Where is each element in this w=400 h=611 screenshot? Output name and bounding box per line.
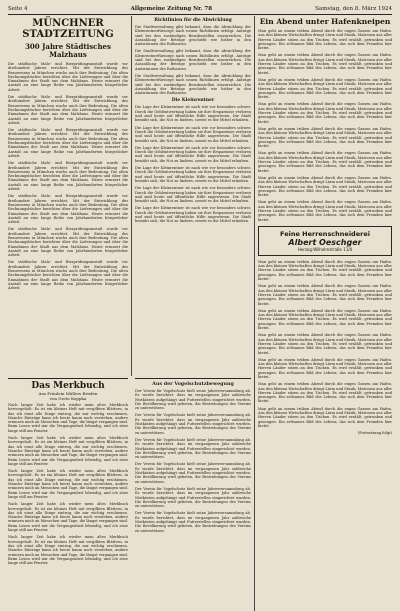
article-4-text-cont-7: Man geht an einem trüben Abend durch die engen Gassen am Hafen. Aus den kleinen Wirtschaften dringt Lärm und Musik, Matrosen aus aller Herren Länder sitzen an den Tischen. Es wird erzählt, getrunken und gesungen. Ein seltsames Bild des Lebens, das sich dem Fremden hier bietet. [258, 200, 392, 222]
article-4-text-cont-12: Man geht an einem trüben Abend durch die engen Gassen am Hafen. Aus den kleinen Wirtschaften dringt Lärm und Musik, Matrosen aus aller Herren Länder sitzen an den Tischen. Es wird erzählt, getrunken und gesungen. Ein seltsames Bild des Lebens, das sich dem Fremden hier bietet. [258, 357, 392, 379]
article-4-text: Man geht an einem trüben Abend durch die engen Gassen am Hafen. Aus den kleinen Wirtschaften dringt Lärm und Musik, Matrosen aus aller Herren Länder sitzen an den Tischen. Es wird erzählt, getrunken und gesungen. Ein seltsames Bild des Lebens, das sich dem Fremden hier bietet. [258, 29, 392, 51]
ad-line-3: Herzog-Wilhelmstraße 11/0 [297, 246, 353, 252]
article-5-text-cont-4: Der Verein für Vogelschutz hielt seine Jahresversammlung ab. Es wurde berichtet, dass im vergangenen Jahr zahlreiche Nistkästen aufgehängt und Futterstellen eingerichtet wurden. Die Bevölkerung wird gebeten, die Bestrebungen des Vereins zu unterstützen. [135, 486, 251, 509]
article-2-text-cont-2: Die Stadtverwaltung gibt bekannt, dass die Abwicklung der Kleinrentnerfürsorge nach neuen Richtlinien erfolgt. Anträge sind bei den zuständigen Bezirksstellen einzureichen. Die Auszahlung der Beträge geschieht wie bisher in den Amtsräumen des Rathauses. [135, 73, 251, 96]
column-3 [258, 16, 392, 611]
article-3-text-cont-5: Die Lage der Kleinrentner ist nach wie vor besonders schwer. Durch die Geldentwertung haben sie ihre Ersparnisse verloren und sind heute auf öffentliche Hilfe angewiesen. Die Stadt bemüht sich, die Not zu lindern, soweit es die Mittel erlauben. [135, 206, 251, 224]
article-5-text-cont-3: Der Verein für Vogelschutz hielt seine Jahresversammlung ab. Es wurde berichtet, dass im vergangenen Jahr zahlreiche Nistkästen aufgehängt und Futterstellen eingerichtet wurden. Die Bevölkerung wird gebeten, die Bestrebungen des Vereins zu unterstützen. [135, 462, 251, 484]
article-5-text-cont: Der Verein für Vogelschutz hielt seine Jahresversammlung ab. Es wurde berichtet, dass im vergangenen Jahr zahlreiche Nistkästen aufgehängt und Futterstellen eingerichtet wurden. Die Bevölkerung wird gebeten, die Bestrebungen des Vereins zu unterstützen. [135, 413, 251, 435]
article-4-text-cont-6: Man geht an einem trüben Abend durch die engen Gassen am Hafen. Aus den kleinen Wirtschaften dringt Lärm und Musik, Matrosen aus aller Herren Länder sitzen an den Tischen. Es wird erzählt, getrunken und gesungen. Ein seltsames Bild des Lebens, das sich dem Fremden hier bietet. [258, 175, 392, 198]
article-4-text-cont-8: Man geht an einem trüben Abend durch die engen Gassen am Hafen. Aus den kleinen Wirtschaften dringt Lärm und Musik, Matrosen aus aller Herren Länder sitzen an den Tischen. Es wird erzählt, getrunken und gesungen. Ein seltsames Bild des Lebens, das sich dem Fremden hier bietet. [258, 259, 392, 282]
ad-line-2: Albert Oeschger [288, 237, 362, 247]
article-3-text-cont-3: Die Lage der Kleinrentner ist nach wie vor besonders schwer. Durch die Geldentwertung haben sie ihre Ersparnisse verloren und sind heute auf öffentliche Hilfe angewiesen. Die Stadt bemüht sich, die Not zu lindern, soweit es die Mittel erlauben. [135, 166, 251, 183]
column-rule [131, 16, 132, 376]
article-1-text-cont-5: Die städtische Malz- und Bierprüfungsanstalt wurde vor dreihundert Jahren errichtet. Mit der Entwicklung des Brauwesens in München wuchs auch ihre Bedeutung. Die alten Rechnungsbücher berichten über die Lieferungen und über die Einnahmen der Stadt aus dem Malzhaus. Heute erinnert die Anstalt an eine lange Reihe von Jahrhunderten bürgerlicher Arbeit. [8, 227, 128, 258]
section-title: MÜNCHNER STADTZEITUNG [22, 18, 114, 40]
article-4-text-cont-3: Man geht an einem trüben Abend durch die engen Gassen am Hafen. Aus den kleinen Wirtschaften dringt Lärm und Musik, Matrosen aus aller Herren Länder sitzen an den Tischen. Es wird erzählt, getrunken und gesungen. Ein seltsames Bild des Lebens, das sich dem Fremden hier bietet. [258, 102, 392, 124]
newspaper-name: Allgemeine Zeitung Nr. 78 [130, 6, 213, 12]
article-4-text-cont-11: Man geht an einem trüben Abend durch die engen Gassen am Hafen. Aus den kleinen Wirtschaften dringt Lärm und Musik, Matrosen aus aller Herren Länder sitzen an den Tischen. Es wird erzählt, getrunken und gesungen. Ein seltsames Bild des Lebens, das sich dem Fremden hier bietet. [258, 333, 392, 355]
article-4-text-cont-14: Man geht an einem trüben Abend durch die engen Gassen am Hafen. Aus den kleinen Wirtschaften dringt Lärm und Musik, Matrosen aus aller Herren Länder sitzen an den Tischen. Es wird erzählt, getrunken und gesungen. Ein seltsames Bild des Lebens, das sich dem Fremden hier bietet. [258, 406, 392, 428]
article-4-text-cont: Man geht an einem trüben Abend durch die engen Gassen am Hafen. Aus den kleinen Wirtschaften dringt Lärm und Musik, Matrosen aus aller Herren Länder sitzen an den Tischen. Es wird erzählt, getrunken und gesungen. Ein seltsames Bild des Lebens, das sich dem Fremden hier bietet. [258, 53, 392, 75]
article-5-text-cont-2: Der Verein für Vogelschutz hielt seine Jahresversammlung ab. Es wurde berichtet, dass im vergangenen Jahr zahlreiche Nistkästen aufgehängt und Futterstellen eingerichtet wurden. Die Bevölkerung wird gebeten, die Bestrebungen des Vereins zu unterstützen. [135, 437, 251, 460]
ad-line-1: Feine Herrenschneiderei [280, 229, 370, 238]
feuilleton-text-cont-2: Nach langer Zeit habe ich wieder mein altes Merkbuch hervorgeholt. Es ist ein kleines Heft mit vergilbten Blättern, in das ich einst alle Dinge eintrug, die mir wichtig erschienen. Manche Einträge kann ich heute kaum noch verstehen, andere erinnern mich an Menschen und Tage, die längst vergangen sind. Beim Lesen wird mir die Vergangenheit lebendig, und ich sitze lange still am Fenster. [8, 469, 128, 499]
column-1 [8, 16, 128, 376]
article-1-title: 300 Jahre Städtisches Malzhaus [25, 42, 111, 59]
article-5-text-cont-5: Der Verein für Vogelschutz hielt seine Jahresversammlung ab. Es wurde berichtet, dass im vergangenen Jahr zahlreiche Nistkästen aufgehängt und Futterstellen eingerichtet wurden. Die Bevölkerung wird gebeten, die Bestrebungen des Vereins zu unterstützen. [135, 511, 251, 533]
article-4-title: Ein Abend unter Hafenkneipen [259, 17, 391, 26]
feuilleton-text-cont-3: Nach langer Zeit habe ich wieder mein altes Merkbuch hervorgeholt. Es ist ein kleines Heft mit vergilbten Blättern, in das ich einst alle Dinge eintrug, die mir wichtig erschienen. Manche Einträge kann ich heute kaum noch verstehen, andere erinnern mich an Menschen und Tage, die längst vergangen sind. Beim Lesen wird mir die Vergangenheit lebendig, und ich sitze lange still am Fenster. [8, 502, 128, 533]
article-4-text-cont-4: Man geht an einem trüben Abend durch die engen Gassen am Hafen. Aus den kleinen Wirtschaften dringt Lärm und Musik, Matrosen aus aller Herren Länder sitzen an den Tischen. Es wird erzählt, getrunken und gesungen. Ein seltsames Bild des Lebens, das sich dem Fremden hier bietet. [258, 126, 392, 149]
article-4-text-cont-5: Man geht an einem trüben Abend durch die engen Gassen am Hafen. Aus den kleinen Wirtschaften dringt Lärm und Musik, Matrosen aus aller Herren Länder sitzen an den Tischen. Es wird erzählt, getrunken und gesungen. Ein seltsames Bild des Lebens, das sich dem Fremden hier bietet. [258, 151, 392, 173]
article-3-text-cont-4: Die Lage der Kleinrentner ist nach wie vor besonders schwer. Durch die Geldentwertung haben sie ihre Ersparnisse verloren und sind heute auf öffentliche Hilfe angewiesen. Die Stadt bemüht sich, die Not zu lindern, soweit es die Mittel erlauben. [135, 186, 251, 204]
article-1-text-cont-2: Die städtische Malz- und Bierprüfungsanstalt wurde vor dreihundert Jahren errichtet. Mit der Entwicklung des Brauwesens in München wuchs auch ihre Bedeutung. Die alten Rechnungsbücher berichten über die Lieferungen und über die Einnahmen der Stadt aus dem Malzhaus. Heute erinnert die Anstalt an eine lange Reihe von Jahrhunderten bürgerlicher Arbeit. [8, 128, 128, 158]
article-2-title: Richtlinien für die Abwicklung [154, 18, 232, 23]
feuilleton-text: Nach langer Zeit habe ich wieder mein altes Merkbuch hervorgeholt. Es ist ein kleines Heft mit vergilbten Blättern, in das ich einst alle Dinge eintrug, die mir wichtig erschienen. Manche Einträge kann ich heute kaum noch verstehen, andere erinnern mich an Menschen und Tage, die längst vergangen sind. Beim Lesen wird mir die Vergangenheit lebendig, und ich sitze lange still am Fenster. [8, 403, 128, 433]
article-1-text-cont-3: Die städtische Malz- und Bierprüfungsanstalt wurde vor dreihundert Jahren errichtet. Mit der Entwicklung des Brauwesens in München wuchs auch ihre Bedeutung. Die alten Rechnungsbücher berichten über die Lieferungen und über die Einnahmen der Stadt aus dem Malzhaus. Heute erinnert die Anstalt an eine lange Reihe von Jahrhunderten bürgerlicher Arbeit. [8, 161, 128, 192]
divider [135, 378, 251, 379]
article-2-text: Die Stadtverwaltung gibt bekannt, dass die Abwicklung der Kleinrentnerfürsorge nach neuen Richtlinien erfolgt. Anträge sind bei den zuständigen Bezirksstellen einzureichen. Die Auszahlung der Beträge geschieht wie bisher in den Amtsräumen des Rathauses. [135, 25, 251, 47]
column-2-lower [135, 378, 251, 608]
article-4-text-cont-10: Man geht an einem trüben Abend durch die engen Gassen am Hafen. Aus den kleinen Wirtschaften dringt Lärm und Musik, Matrosen aus aller Herren Länder sitzen an den Tischen. Es wird erzählt, getrunken und gesungen. Ein seltsames Bild des Lebens, das sich dem Fremden hier bietet. [258, 308, 392, 331]
article-4-text-cont-13: Man geht an einem trüben Abend durch die engen Gassen am Hafen. Aus den kleinen Wirtschaften dringt Lärm und Musik, Matrosen aus aller Herren Länder sitzen an den Tischen. Es wird erzählt, getrunken und gesungen. Ein seltsames Bild des Lebens, das sich dem Fremden hier bietet. [258, 382, 392, 404]
feuilleton-title: Das Merkbuch [31, 381, 105, 391]
feuilleton-text-cont-4: Nach langer Zeit habe ich wieder mein altes Merkbuch hervorgeholt. Es ist ein kleines Heft mit vergilbten Blättern, in das ich einst alle Dinge eintrug, die mir wichtig erschienen. Manche Einträge kann ich heute kaum noch verstehen, andere erinnern mich an Menschen und Tage, die längst vergangen sind. Beim Lesen wird mir die Vergangenheit lebendig, und ich sitze lange still am Fenster. [8, 535, 128, 566]
column-rule [254, 16, 255, 611]
article-1-text-cont-6: Die städtische Malz- und Bierprüfungsanstalt wurde vor dreihundert Jahren errichtet. Mit der Entwicklung des Brauwesens in München wuchs auch ihre Bedeutung. Die alten Rechnungsbücher berichten über die Lieferungen und über die Einnahmen der Stadt aus dem Malzhaus. Heute erinnert die Anstalt an eine lange Reihe von Jahrhunderten bürgerlicher Arbeit. [8, 260, 128, 291]
article-2-text-cont: Die Stadtverwaltung gibt bekannt, dass die Abwicklung der Kleinrentnerfürsorge nach neuen Richtlinien erfolgt. Anträge sind bei den zuständigen Bezirksstellen einzureichen. Die Auszahlung der Beträge geschieht wie bisher in den Amtsräumen des Rathauses. [135, 49, 251, 71]
feuilleton-continued: (Fortsetzung folgt) [357, 431, 392, 436]
page-number: Seite 4 [8, 6, 28, 12]
advertisement [258, 226, 392, 256]
article-1-text-cont-4: Die städtische Malz- und Bierprüfungsanstalt wurde vor dreihundert Jahren errichtet. Mit der Entwicklung des Brauwesens in München wuchs auch ihre Bedeutung. Die alten Rechnungsbücher berichten über die Lieferungen und über die Einnahmen der Stadt aus dem Malzhaus. Heute erinnert die Anstalt an eine lange Reihe von Jahrhunderten bürgerlicher Arbeit. [8, 194, 128, 225]
article-5-text: Der Verein für Vogelschutz hielt seine Jahresversammlung ab. Es wurde berichtet, dass im vergangenen Jahr zahlreiche Nistkästen aufgehängt und Futterstellen eingerichtet wurden. Die Bevölkerung wird gebeten, die Bestrebungen des Vereins zu unterstützen. [135, 389, 251, 411]
page-header [8, 6, 392, 15]
article-1-text-cont: Die städtische Malz- und Bierprüfungsanstalt wurde vor dreihundert Jahren errichtet. Mit der Entwicklung des Brauwesens in München wuchs auch ihre Bedeutung. Die alten Rechnungsbücher berichten über die Lieferungen und über die Einnahmen der Stadt aus dem Malzhaus. Heute erinnert die Anstalt an eine lange Reihe von Jahrhunderten bürgerlicher Arbeit. [8, 95, 128, 125]
article-3-text-cont: Die Lage der Kleinrentner ist nach wie vor besonders schwer. Durch die Geldentwertung haben sie ihre Ersparnisse verloren und sind heute auf öffentliche Hilfe angewiesen. Die Stadt bemüht sich, die Not zu lindern, soweit es die Mittel erlauben. [135, 125, 251, 143]
column-2 [135, 16, 251, 376]
feuilleton-author: von Grete Koppka [49, 396, 87, 401]
issue-date: Samstag, den 8. März 1924 [315, 6, 392, 12]
article-3-text-cont-2: Die Lage der Kleinrentner ist nach wie vor besonders schwer. Durch die Geldentwertung haben sie ihre Ersparnisse verloren und sind heute auf öffentliche Hilfe angewiesen. Die Stadt bemüht sich, die Not zu lindern, soweit es die Mittel erlauben. [135, 145, 251, 163]
article-4-text-cont-2: Man geht an einem trüben Abend durch die engen Gassen am Hafen. Aus den kleinen Wirtschaften dringt Lärm und Musik, Matrosen aus aller Herren Länder sitzen an den Tischen. Es wird erzählt, getrunken und gesungen. Ein seltsames Bild des Lebens, das sich dem Fremden hier bietet. [258, 77, 392, 100]
feuilleton-text-cont: Nach langer Zeit habe ich wieder mein altes Merkbuch hervorgeholt. Es ist ein kleines Heft mit vergilbten Blättern, in das ich einst alle Dinge eintrug, die mir wichtig erschienen. Manche Einträge kann ich heute kaum noch verstehen, andere erinnern mich an Menschen und Tage, die längst vergangen sind. Beim Lesen wird mir die Vergangenheit lebendig, und ich sitze lange still am Fenster. [8, 436, 128, 466]
feuilleton-subtitle: Aus Fräulein Müllers Briefen [38, 391, 98, 396]
article-1-text: Die städtische Malz- und Bierprüfungsanstalt wurde vor dreihundert Jahren errichtet. Mit der Entwicklung des Brauwesens in München wuchs auch ihre Bedeutung. Die alten Rechnungsbücher berichten über die Lieferungen und über die Einnahmen der Stadt aus dem Malzhaus. Heute erinnert die Anstalt an eine lange Reihe von Jahrhunderten bürgerlicher Arbeit. [8, 62, 128, 92]
divider [8, 378, 128, 379]
page-columns [8, 16, 392, 608]
article-4-text-cont-9: Man geht an einem trüben Abend durch die engen Gassen am Hafen. Aus den kleinen Wirtschaften dringt Lärm und Musik, Matrosen aus aller Herren Länder sitzen an den Tischen. Es wird erzählt, getrunken und gesungen. Ein seltsames Bild des Lebens, das sich dem Fremden hier bietet. [258, 284, 392, 306]
article-3-title: Die Kleinrentner [171, 98, 215, 104]
article-3-text: Die Lage der Kleinrentner ist nach wie vor besonders schwer. Durch die Geldentwertung haben sie ihre Ersparnisse verloren und sind heute auf öffentliche Hilfe angewiesen. Die Stadt bemüht sich, die Not zu lindern, soweit es die Mittel erlauben. [135, 105, 251, 123]
article-5-title: Aus der Vogelschutzbewegung [152, 381, 234, 387]
feuilleton [8, 378, 128, 608]
